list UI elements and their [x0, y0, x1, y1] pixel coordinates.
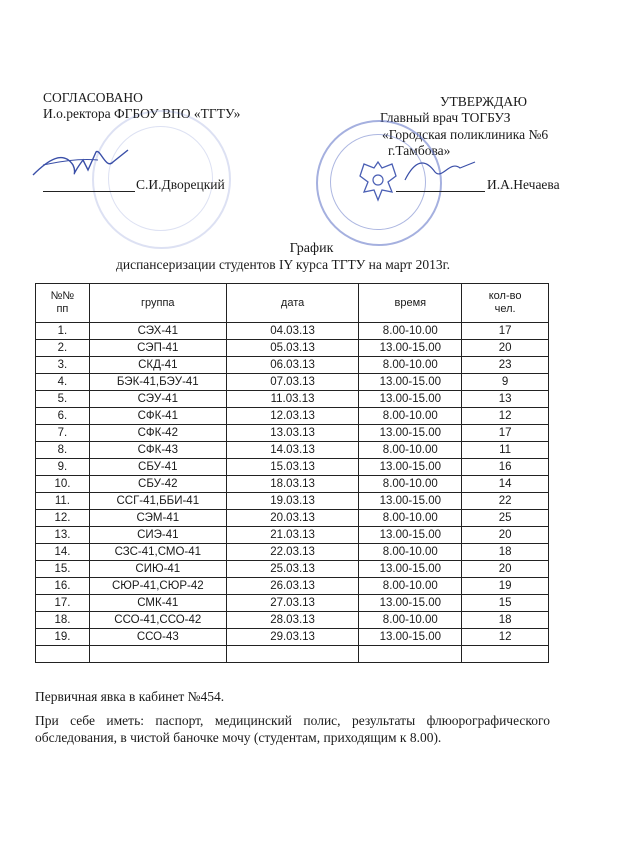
- time-cell: 13.00-15.00: [359, 561, 462, 578]
- col-header-time: время: [359, 284, 462, 323]
- group-cell: ССГ-41,ББИ-41: [89, 493, 226, 510]
- date-cell: 12.03.13: [226, 408, 359, 425]
- count-cell: 14: [462, 476, 549, 493]
- date-cell: 28.03.13: [226, 612, 359, 629]
- group-cell: ССО-41,ССО-42: [89, 612, 226, 629]
- group-cell: СЭУ-41: [89, 391, 226, 408]
- table-row: [36, 544, 549, 561]
- row-number: 7.: [36, 425, 90, 442]
- time-cell: 8.00-10.00: [359, 442, 462, 459]
- table-row: [36, 442, 549, 459]
- time-cell: 8.00-10.00: [359, 357, 462, 374]
- row-number: 18.: [36, 612, 90, 629]
- time-cell: 8.00-10.00: [359, 578, 462, 595]
- approver-position-left: И.о.ректора ФГБОУ ВПО «ТГТУ»: [43, 106, 241, 121]
- group-cell: СБУ-42: [89, 476, 226, 493]
- signer-name-right: И.А.Нечаева: [487, 177, 560, 192]
- group-cell: [89, 646, 226, 663]
- date-cell: 27.03.13: [226, 595, 359, 612]
- date-cell: 14.03.13: [226, 442, 359, 459]
- row-number: 4.: [36, 374, 90, 391]
- group-cell: СБУ-41: [89, 459, 226, 476]
- time-cell: 13.00-15.00: [359, 629, 462, 646]
- group-cell: СЭМ-41: [89, 510, 226, 527]
- row-number: 13.: [36, 527, 90, 544]
- row-number: 11.: [36, 493, 90, 510]
- group-cell: СМК-41: [89, 595, 226, 612]
- schedule-table: [35, 283, 549, 663]
- group-cell: СЭП-41: [89, 340, 226, 357]
- row-number: 14.: [36, 544, 90, 561]
- row-number: 3.: [36, 357, 90, 374]
- signature-line-right: [396, 191, 485, 192]
- document-title: График: [289, 241, 334, 256]
- group-cell: БЭК-41,БЭУ-41: [89, 374, 226, 391]
- count-cell: 16: [462, 459, 549, 476]
- date-cell: 04.03.13: [226, 323, 359, 340]
- group-cell: ССО-43: [89, 629, 226, 646]
- table-row: [36, 510, 549, 527]
- time-cell: 13.00-15.00: [359, 527, 462, 544]
- row-number: 15.: [36, 561, 90, 578]
- approver-position-right: Главный врач ТОГБУЗ: [380, 110, 511, 125]
- date-cell: 15.03.13: [226, 459, 359, 476]
- date-cell: 07.03.13: [226, 374, 359, 391]
- row-number: 9.: [36, 459, 90, 476]
- table-row: [36, 493, 549, 510]
- table-header-row: [36, 284, 549, 323]
- row-number: 8.: [36, 442, 90, 459]
- count-cell: 13: [462, 391, 549, 408]
- row-number: 12.: [36, 510, 90, 527]
- row-number: 16.: [36, 578, 90, 595]
- document-subtitle: диспансеризации студентов IY курса ТГТУ на март 2013г.: [116, 257, 450, 272]
- footer-requirements-line2: обследования, в чистой баночке мочу (студентам, приходящим к 8.00).: [35, 730, 442, 745]
- count-cell: 19: [462, 578, 549, 595]
- group-cell: СФК-43: [89, 442, 226, 459]
- group-cell: СЮР-41,СЮР-42: [89, 578, 226, 595]
- date-cell: 13.03.13: [226, 425, 359, 442]
- count-cell: 25: [462, 510, 549, 527]
- count-cell: 20: [462, 340, 549, 357]
- time-cell: 8.00-10.00: [359, 476, 462, 493]
- col-header-group: группа: [89, 284, 226, 323]
- table-row: [36, 357, 549, 374]
- time-cell: 13.00-15.00: [359, 340, 462, 357]
- table-row: [36, 323, 549, 340]
- table-row: [36, 612, 549, 629]
- table-row: [36, 476, 549, 493]
- date-cell: [226, 646, 359, 663]
- time-cell: 13.00-15.00: [359, 493, 462, 510]
- date-cell: 19.03.13: [226, 493, 359, 510]
- time-cell: 13.00-15.00: [359, 374, 462, 391]
- time-cell: 13.00-15.00: [359, 595, 462, 612]
- table-row: [36, 459, 549, 476]
- time-cell: 8.00-10.00: [359, 510, 462, 527]
- time-cell: 13.00-15.00: [359, 391, 462, 408]
- count-cell: 17: [462, 425, 549, 442]
- footer-requirements-line1: При себе иметь: паспорт, медицинский полис, результаты флюорографического: [35, 713, 550, 728]
- date-cell: 21.03.13: [226, 527, 359, 544]
- count-cell: 23: [462, 357, 549, 374]
- row-number: 6.: [36, 408, 90, 425]
- count-cell: 15: [462, 595, 549, 612]
- table-row: [36, 646, 549, 663]
- time-cell: 13.00-15.00: [359, 459, 462, 476]
- time-cell: 8.00-10.00: [359, 612, 462, 629]
- time-cell: 13.00-15.00: [359, 425, 462, 442]
- row-number: 2.: [36, 340, 90, 357]
- count-cell: 11: [462, 442, 549, 459]
- signer-name-left: С.И.Дворецкий: [136, 177, 225, 192]
- table-row: [36, 408, 549, 425]
- col-header-count: кол-во чел.: [462, 284, 549, 323]
- table-row: [36, 527, 549, 544]
- time-cell: 8.00-10.00: [359, 544, 462, 561]
- date-cell: 25.03.13: [226, 561, 359, 578]
- count-cell: 9: [462, 374, 549, 391]
- group-cell: СИЮ-41: [89, 561, 226, 578]
- count-cell: [462, 646, 549, 663]
- row-number: 5.: [36, 391, 90, 408]
- count-cell: 18: [462, 612, 549, 629]
- count-cell: 20: [462, 527, 549, 544]
- table-row: [36, 595, 549, 612]
- col-header-date: дата: [226, 284, 359, 323]
- table-row: [36, 340, 549, 357]
- count-cell: 12: [462, 408, 549, 425]
- date-cell: 11.03.13: [226, 391, 359, 408]
- date-cell: 18.03.13: [226, 476, 359, 493]
- group-cell: СЗС-41,СМО-41: [89, 544, 226, 561]
- group-cell: СФК-42: [89, 425, 226, 442]
- group-cell: СЭХ-41: [89, 323, 226, 340]
- date-cell: 06.03.13: [226, 357, 359, 374]
- row-number: 19.: [36, 629, 90, 646]
- count-cell: 12: [462, 629, 549, 646]
- signature-left: [28, 140, 138, 190]
- table-row: [36, 578, 549, 595]
- table-row: [36, 374, 549, 391]
- org-name-line2: г.Тамбова»: [388, 143, 451, 158]
- signature-line-left: [43, 191, 135, 192]
- count-cell: 22: [462, 493, 549, 510]
- time-cell: [359, 646, 462, 663]
- coat-of-arms-icon: [354, 156, 402, 206]
- org-name-line1: «Городская поликлиника №6: [382, 127, 549, 142]
- count-cell: 20: [462, 561, 549, 578]
- date-cell: 05.03.13: [226, 340, 359, 357]
- count-cell: 18: [462, 544, 549, 561]
- group-cell: СФК-41: [89, 408, 226, 425]
- time-cell: 8.00-10.00: [359, 408, 462, 425]
- signature-right: [400, 150, 480, 190]
- row-number: 17.: [36, 595, 90, 612]
- table-row: [36, 391, 549, 408]
- group-cell: СКД-41: [89, 357, 226, 374]
- table-row: [36, 561, 549, 578]
- group-cell: СИЭ-41: [89, 527, 226, 544]
- date-cell: 26.03.13: [226, 578, 359, 595]
- footer-room-note: Первичная явка в кабинет №454.: [35, 689, 225, 704]
- approval-label-right: УТВЕРЖДАЮ: [440, 94, 528, 109]
- date-cell: 20.03.13: [226, 510, 359, 527]
- col-header-number: №№ пп: [36, 284, 90, 323]
- date-cell: 22.03.13: [226, 544, 359, 561]
- time-cell: 8.00-10.00: [359, 323, 462, 340]
- date-cell: 29.03.13: [226, 629, 359, 646]
- row-number: 10.: [36, 476, 90, 493]
- row-number: [36, 646, 90, 663]
- row-number: 1.: [36, 323, 90, 340]
- table-row: [36, 425, 549, 442]
- approval-label-left: СОГЛАСОВАНО: [43, 90, 143, 105]
- table-row: [36, 629, 549, 646]
- count-cell: 17: [462, 323, 549, 340]
